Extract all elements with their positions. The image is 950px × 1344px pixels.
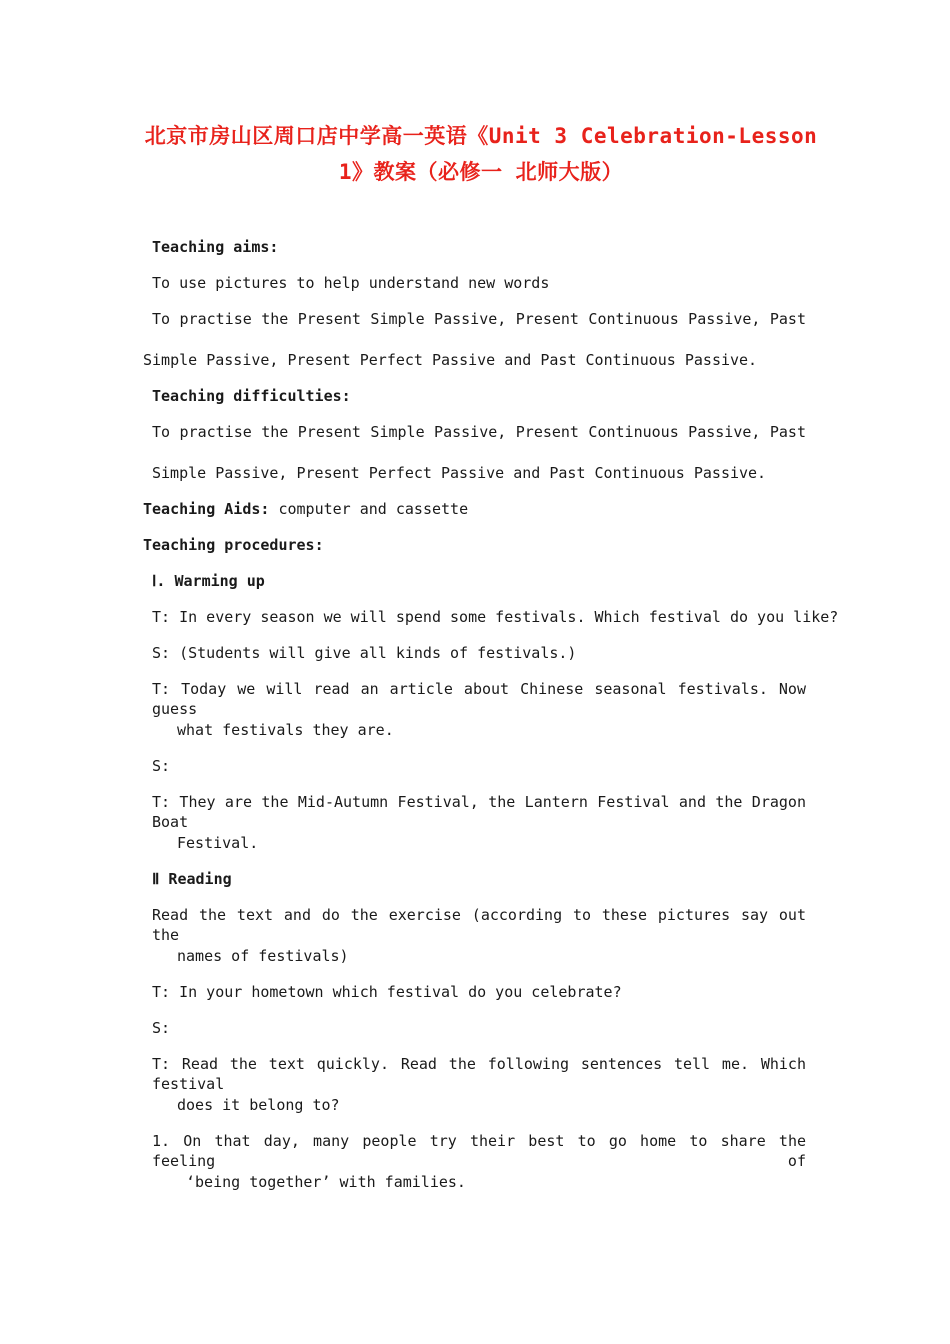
teaching-aids-label: Teaching Aids: — [143, 500, 270, 518]
teaching-procedures-heading: Teaching procedures: — [143, 536, 324, 554]
reading-student-1: S: — [152, 1019, 171, 1037]
reading-item-1-line-1: 1. On that day, many people try their best to go home to share the feeling of — [152, 1132, 806, 1170]
reading-instruction-line-1: Read the text and do the exercise (according to these pictures say out the — [152, 906, 806, 944]
page-title-line-2: 1》教案（必修一 北师大版） — [338, 160, 624, 184]
reading-item-1-line-2: ‘being together’ with families. — [186, 1173, 466, 1191]
reading-teacher-1: T: In your hometown which festival do you celebrate? — [152, 983, 622, 1001]
warming-up-teacher-3-line-1: T: They are the Mid-Autumn Festival, the Lantern Festival and the Dragon Boat — [152, 793, 806, 831]
warming-up-teacher-3-line-2: Festival. — [177, 834, 259, 852]
warming-up-teacher-2-line-2: what festivals they are. — [177, 721, 394, 739]
page-title-line-1: 北京市房山区周口店中学高一英语《Unit 3 Celebration-Lesson — [144, 124, 818, 148]
page-title — [120, 118, 842, 190]
reading-heading: Ⅱ Reading — [152, 870, 232, 888]
warming-up-heading: Ⅰ. Warming up — [152, 572, 265, 590]
teaching-aims-heading: Teaching aims: — [152, 238, 279, 256]
teaching-aims-item-1: To use pictures to help understand new words — [152, 274, 550, 292]
warming-up-teacher-2-line-1: T: Today we will read an article about Chinese seasonal festivals. Now guess — [152, 680, 806, 718]
reading-teacher-2-line-2: does it belong to? — [177, 1096, 340, 1114]
teaching-difficulties-line-2: Simple Passive, Present Perfect Passive and Past Continuous Passive. — [152, 464, 767, 482]
reading-instruction-line-2: names of festivals) — [177, 947, 349, 965]
teaching-difficulties-line-1: To practise the Present Simple Passive, Present Continuous Passive, Past — [152, 423, 806, 441]
teaching-difficulties-heading: Teaching difficulties: — [152, 387, 351, 405]
warming-up-teacher-1: T: In every season we will spend some festivals. Which festival do you like? — [152, 608, 839, 626]
teaching-aims-item-2-line-2: Simple Passive, Present Perfect Passive and Past Continuous Passive. — [143, 351, 758, 369]
teaching-aims-item-2-line-1: To practise the Present Simple Passive, Present Continuous Passive, Past — [152, 310, 806, 328]
warming-up-student-2: S: — [152, 757, 171, 775]
reading-teacher-2-line-1: T: Read the text quickly. Read the following sentences tell me. Which festival — [152, 1055, 806, 1093]
teaching-aids-line — [143, 499, 468, 519]
teaching-aids-value: computer and cassette — [278, 500, 469, 518]
warming-up-student-1: S: (Students will give all kinds of festivals.) — [152, 644, 577, 662]
